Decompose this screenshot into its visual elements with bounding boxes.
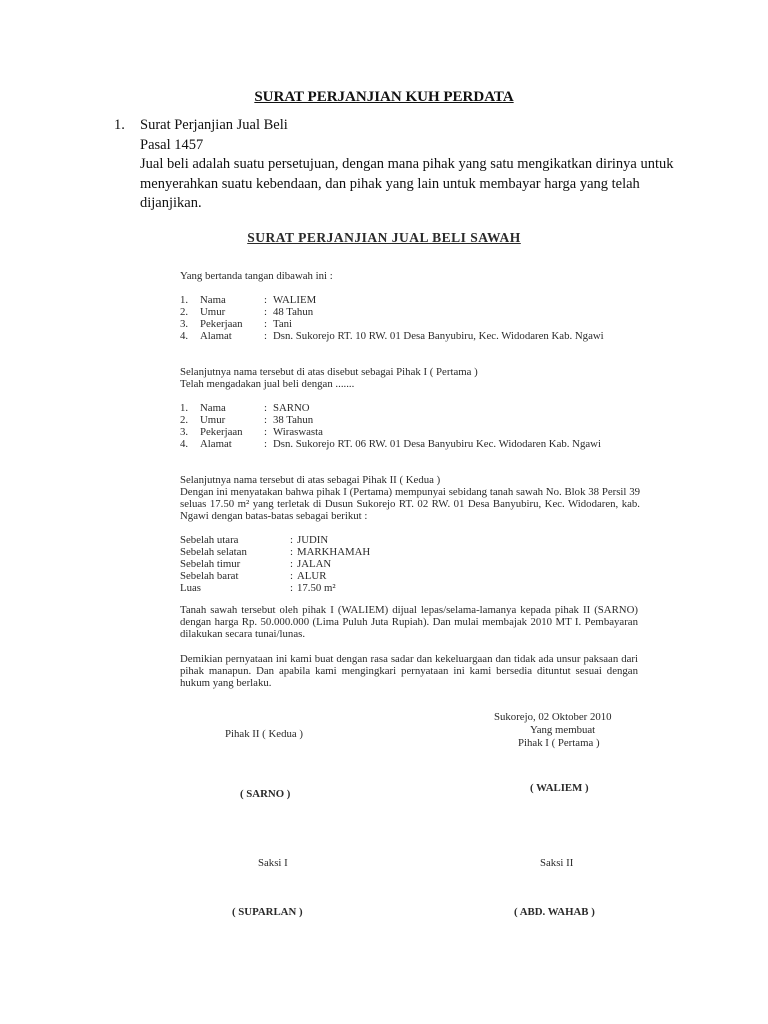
party1-signature: ( WALIEM ) bbox=[530, 782, 589, 794]
intro-article: Pasal 1457 bbox=[140, 136, 204, 153]
party1-note: Selanjutnya nama tersebut di atas disebut sebagai Pihak I ( Pertama ) bbox=[180, 366, 478, 378]
witness1-signature: ( SUPARLAN ) bbox=[232, 906, 303, 918]
opening-text: Yang bertanda tangan dibawah ini : bbox=[180, 270, 333, 282]
list-number: 1. bbox=[114, 117, 125, 133]
place-date: Sukorejo, 02 Oktober 2010 bbox=[494, 711, 612, 723]
witness2-signature: ( ABD. WAHAB ) bbox=[514, 906, 595, 918]
sale-text: Tanah sawah tersebut oleh pihak I (WALIEM) dijual lepas/selama-lamanya kepada pihak II (SARNO) dengan harga Rp. 50.000.000 (Lima Puluh Juta Rupiah). Dan mulai membajak 2010 MT I. Pembayaran dilakukan secara tunai/lunas. bbox=[180, 604, 638, 640]
maker-label: Yang membuat bbox=[530, 724, 596, 736]
party2-signature: ( SARNO ) bbox=[240, 788, 291, 800]
document-title: SURAT PERJANJIAN JUAL BELI SAWAH bbox=[247, 230, 521, 245]
closing-text: Demikian pernyataan ini kami buat dengan rasa sadar dan kekeluargaan dan tidak ada unsur paksaan dari pihak manapun. Dan apabila kami mengingkari pernyataan ini kami bersedia dituntut sesuai dengan hukum yang berlaku. bbox=[180, 653, 638, 689]
scanned-document: SURAT PERJANJIAN JUAL BELI SAWAH Yang bertanda tangan dibawah ini : 1. Nama : WALIEM 2. Umur : 48 Tahun 3. Pekerjaan : Tani 4. Alamat : Dsn. Sukorejo RT. 10 RW. 01 Desa Banyubiru, Kec. Widodaren Kab. Ngawi Selanjutnya nama tersebut di atas disebut sebagai Pihak I ( Pertama ) Telah mengadakan jual beli dengan ....... 1. Nama : SARNO 2. Umur : 38 Tahun 3. Pekerjaan : Wiraswasta 4. Alamat : Dsn. Sukorejo RT. 06 RW. 01 Desa Banyubiru Kec. Widodaren Kab. Ngawi Selanjutnya nama tersebut di atas sebagai Pihak II ( Kedua ) Dengan ini menyatakan bahwa pihak I (Pertama) mempunyai sebidang tanah sawah No. Blok 38 Persil 39 seluas 17.50 m² yang terletak di Dusun Sukorejo RT. 02 RW. 01 Desa Banyubiru, Kec. Widodaren, kab. Ngawi dengan batas-batas sebagai berikut : Sebelah utara : JUDIN Sebelah selatan : MARKHAMAH Sebelah timur : JALAN Sebelah barat : ALUR Luas : 17.50 m² Tanah sawah tersebut oleh pihak I (WALIEM) dijual lepas/selama-lamanya kepada pihak II (SARNO) dengan harga Rp. 50.000.000 (Lima Puluh Juta Rupiah). Dan mulai membajak 2010 MT I. Pembayaran dilakukan secara tunai/lunas. Demikian pernyataan ini kami buat dengan rasa sadar dan kekeluargaan dan tidak ada unsur paksaan dari pihak manapun. Dan apabila kami mengingkari pernyataan ini kami bersedia dituntut sesuai dengan hukum yang berlaku. Sukorejo, 02 Oktober 2010 Yang membuat Pihak I ( Pertama ) Pihak II ( Kedua ) ( SARNO ) ( WALIEM ) Saksi I Saksi II ( SUPARLAN ) ( ABD. WAHAB ) bbox=[0, 0, 768, 1024]
party2-label: Pihak II ( Kedua ) bbox=[225, 728, 303, 740]
party1-note2: Telah mengadakan jual beli dengan ....... bbox=[180, 378, 355, 390]
intro-text: Jual beli adalah suatu persetujuan, dengan mana pihak yang satu mengikatkan dirinya untuk menyerahkan suatu kebendaan, dan pihak yang lain untuk membayar harga yang telah dijanjikan. bbox=[140, 156, 674, 211]
party2-note: Selanjutnya nama tersebut di atas sebagai Pihak II ( Kedua ) bbox=[180, 474, 441, 486]
intro-heading: Surat Perjanjian Jual Beli bbox=[140, 117, 288, 133]
witness2-label: Saksi II bbox=[540, 857, 574, 869]
witness1-label: Saksi I bbox=[258, 857, 288, 869]
statement-text: Dengan ini menyatakan bahwa pihak I (Pertama) mempunyai sebidang tanah sawah No. Blok 38 Persil 39 seluas 17.50 m² yang terletak di Dusun Sukorejo RT. 02 RW. 01 Desa Banyubiru, Kec. Widodaren, kab. Ngawi dengan batas-batas sebagai berikut : bbox=[180, 486, 640, 522]
page-title: SURAT PERJANJIAN KUH PERDATA bbox=[254, 89, 514, 105]
party1-label: Pihak I ( Pertama ) bbox=[518, 737, 600, 749]
